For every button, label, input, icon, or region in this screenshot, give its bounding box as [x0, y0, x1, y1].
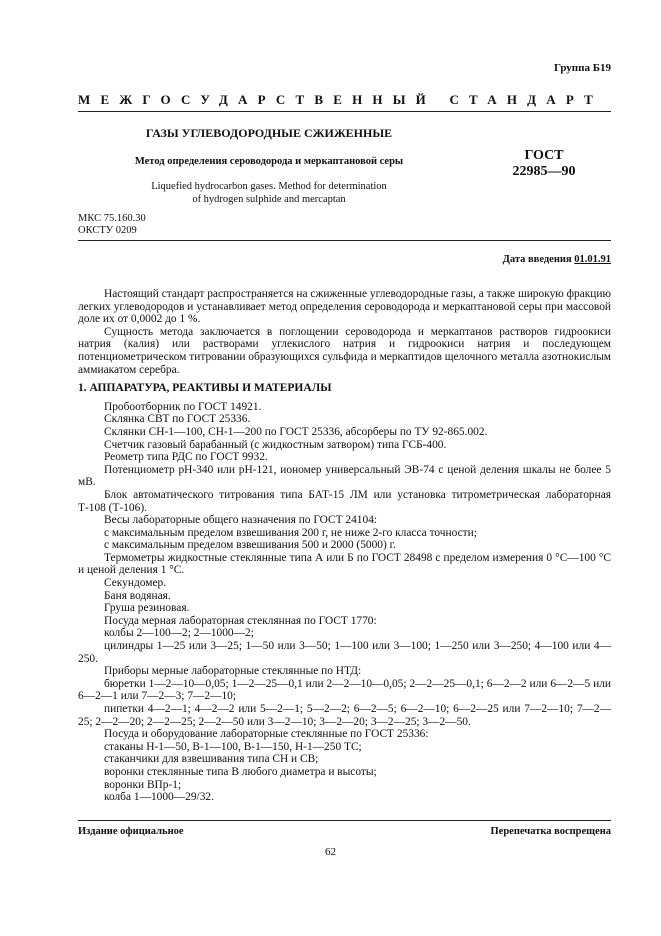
list-item: с максимальным пределом взвешивания 200 г, не ниже 2-го класса точности;: [104, 526, 477, 539]
list-item: колбы 2—100—2; 2—1000—2;: [104, 627, 254, 640]
list-item: Весы лабораторные общего назначения по ГОСТ 24104:: [104, 514, 378, 527]
list-item: воронки стеклянные типа В любого диаметра и высоты;: [104, 765, 377, 778]
english-title: [78, 180, 460, 206]
list-item: Баня водяная.: [104, 589, 171, 602]
reprint-prohibited-note: Перепечатка воспрещена: [490, 826, 611, 837]
list-item: колба 1—1000—29/32.: [104, 791, 214, 804]
list-item: Реометр типа РДС по ГОСТ 9932.: [104, 451, 268, 464]
english-title-line-2: of hydrogen sulphide and mercaptan: [192, 194, 346, 205]
intro-date-label: Дата введения: [502, 254, 572, 265]
list-item: цилиндры 1—25 или 3—25; 1—50 или 3—50; 1—100 или 3—100; 1—250 или 3—250; 4—100 или 4—250.: [78, 640, 611, 665]
list-item: с максимальным пределом взвешивания 500 и 2000 (5000) г.: [104, 539, 396, 552]
gost-designation: [484, 148, 604, 180]
codes-rule: [78, 240, 611, 241]
list-item: стаканы Н-1—50, В-1—100, В-1—150, Н-1—250 ТС;: [104, 740, 362, 753]
english-title-line-1: Liquefied hydrocarbon gases. Method for determination: [151, 181, 387, 192]
introduction-date: [503, 254, 611, 265]
list-item: Блок автоматического титрования типа БАТ-15 ЛМ или установка титрометрическая лабораторная Т-108 (Т-106).: [78, 488, 611, 514]
header-rule: [78, 111, 611, 112]
gost-number: 22985—90: [512, 164, 576, 179]
list-item: бюретки 1—2—10—0,05; 1—2—25—0,1 или 2—2—10—0,05; 2—2—25—0,1; 6—2—2 или 6—2—5 или 6—2—1 или 7—2—3; 7—2—10;: [78, 677, 611, 703]
list-item: воронки ВПр-1;: [104, 778, 182, 791]
section-heading: 1. АППАРАТУРА, РЕАКТИВЫ И МАТЕРИАЛЫ: [78, 382, 332, 395]
footer-rule: [78, 820, 611, 821]
list-item: Посуда и оборудование лабораторные стеклянные по ГОСТ 25336:: [104, 728, 429, 741]
official-edition-note: Издание официальное: [78, 826, 184, 837]
list-item: Посуда мерная лабораторная стеклянная по ГОСТ 1770:: [104, 614, 377, 627]
list-item: Груша резиновая.: [104, 602, 190, 615]
document-subtitle: Метод определения сероводорода и меркаптановой серы: [134, 156, 404, 167]
paragraph-method-essence: Сущность метода заключается в поглощении сероводорода и меркаптанов растворов гидроокиси натрия (калия) или растворами углекислого натрия и гидроокиси натрия и последующем потенциометрическом титровании образующихся сульфида и меркаптидов щелочного металла азотнокислым аммиакатом серебра.: [78, 325, 611, 376]
document-body: [78, 288, 611, 804]
list-item: Секундомер.: [104, 577, 167, 590]
list-item: Приборы мерные лабораторные стеклянные по НТД:: [104, 665, 362, 678]
list-item: пипетки 4—2—1; 4—2—2 или 5—2—1; 5—2—2; 6—2—5; 6—2—10; 6—2—25 или 7—2—10; 7—2—25; 2—2—20; 2—2—25; 2—2—50 или 3—2—10; 3—2—20; 3—2—25; 3—2—50.: [78, 703, 611, 728]
group-code: Группа Б19: [554, 62, 611, 74]
intro-date-value: 01.01.91: [574, 254, 611, 265]
list-item: стаканчики для взвешивания типа СН и СВ;: [104, 753, 319, 766]
list-item: Пробоотборник по ГОСТ 14921.: [104, 400, 262, 413]
list-item: Термометры жидкостные стеклянные типа А или Б по ГОСТ 28498 с пределом измерения 0 °С—100 °С и ценой деления 1 °С.: [78, 551, 611, 577]
page-number: 62: [325, 846, 336, 858]
list-item: Склянки СН-1—100, СН-1—200 по ГОСТ 25336, абсорберы по ТУ 92-865.002.: [104, 425, 488, 438]
list-item: Склянка СВТ по ГОСТ 25336.: [104, 413, 251, 426]
gost-label: ГОСТ: [524, 148, 564, 163]
okstu-code: ОКСТУ 0209: [78, 225, 137, 236]
title-block: [78, 126, 460, 206]
interstate-standard-heading: МЕЖГОСУДАРСТВЕННЫЙ СТАНДАРТ: [78, 92, 604, 107]
list-item: Счетчик газовый барабанный (с жидкостным затвором) типа ГСБ-400.: [104, 438, 447, 451]
paragraph-scope: Настоящий стандарт распространяется на сжиженные углеводородные газы, а также широкую фракцию легких углеводородов и устанавливает метод определения сероводорода и меркаптановой серы при массовой доле их от 0,0002 до 1 %.: [78, 288, 611, 326]
document-title: ГАЗЫ УГЛЕВОДОРОДНЫЕ СЖИЖЕННЫЕ: [145, 126, 393, 140]
mks-code: МКС 75.160.30: [78, 213, 146, 224]
classification-codes: [78, 213, 146, 237]
list-item: Потенциометр рН-340 или рН-121, иономер универсальный ЭВ-74 с ценой деления шкалы не более 5 мВ.: [78, 463, 611, 489]
